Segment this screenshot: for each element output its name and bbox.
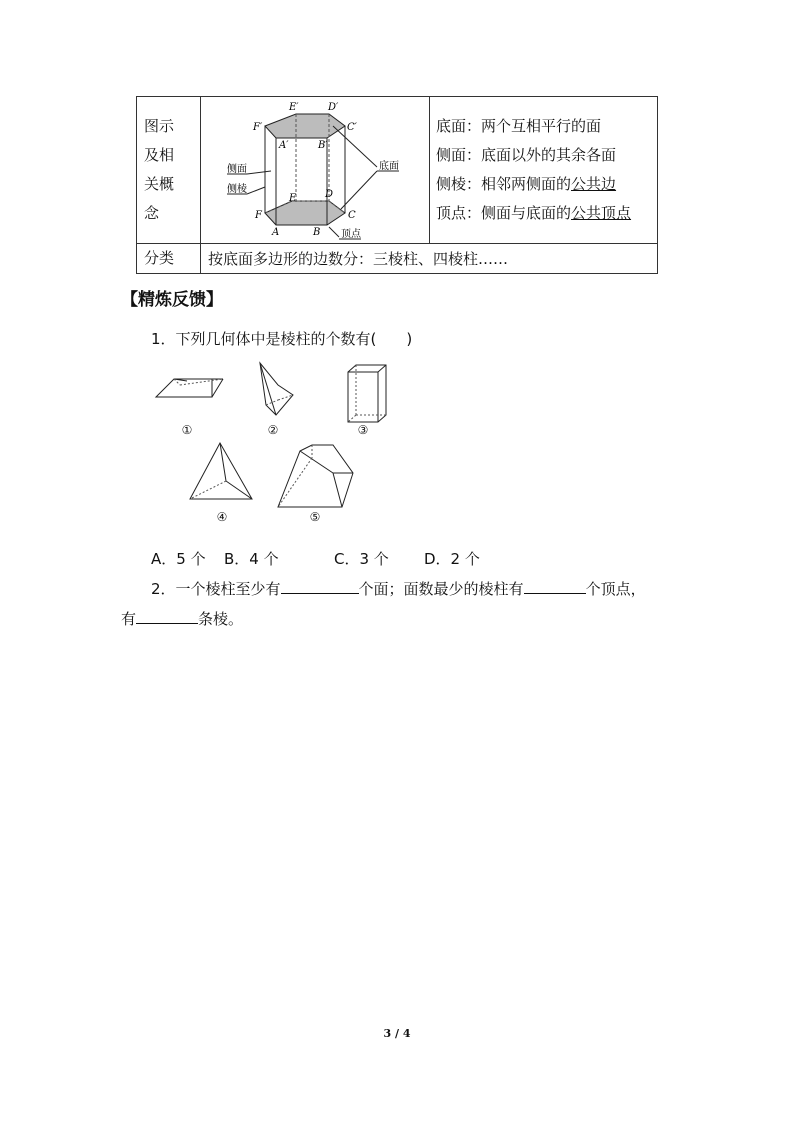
label-D: D <box>325 189 334 200</box>
definition-line: 底面：两个互相平行的面 <box>436 117 602 135</box>
figure-label-2: ② <box>267 423 279 437</box>
option-c: C．3 个 <box>334 550 389 568</box>
vertex-label: 顶点 <box>341 229 361 240</box>
figure-4-pyramid <box>190 443 252 499</box>
label-E: E <box>289 193 297 204</box>
answer-blank-edges[interactable] <box>136 608 198 624</box>
side-face-label: 侧面 <box>227 164 247 175</box>
page-number: 3 / 4 <box>383 1027 411 1040</box>
classification-text: 按底面多边形的边数分：三棱柱、四棱柱…… <box>201 244 658 274</box>
definition-line: 侧棱：相邻两侧面的公共边 <box>436 175 617 193</box>
figure-5-solid <box>278 445 353 507</box>
base-label: 底面 <box>379 161 399 172</box>
prism-diagram-cell <box>201 97 430 244</box>
label-B1: B′ <box>318 140 328 151</box>
question-2-line-2: 有 条棱。 <box>121 610 244 628</box>
definition-line: 顶点：侧面与底面的公共顶点 <box>436 204 632 222</box>
option-b: B．4 个 <box>224 550 279 568</box>
label-D1: D′ <box>328 102 339 113</box>
label-line: 图示 <box>144 117 175 135</box>
figure-1-triangular-prism <box>156 379 223 397</box>
label-A1: A′ <box>279 140 289 151</box>
row-label-classification: 分类 <box>137 244 201 274</box>
answer-blank-vertices[interactable] <box>524 578 586 594</box>
answer-blank-faces[interactable] <box>281 578 359 594</box>
label-F: F <box>255 210 262 221</box>
definitions-cell <box>430 97 658 244</box>
question-1-figures <box>140 355 420 530</box>
section-heading: 【精炼反馈】 <box>121 290 223 310</box>
label-F1: F′ <box>253 122 263 133</box>
label-B: B <box>313 227 321 238</box>
question-1-stem: 1．下列几何体中是棱柱的个数有( ) <box>151 330 413 348</box>
figure-3-cuboid <box>348 365 386 422</box>
label-line: 及相 <box>144 146 175 164</box>
lateral-edge-label: 侧棱 <box>227 184 247 195</box>
hexagonal-prism-diagram <box>201 97 429 243</box>
question-2-line-1: 2．一个棱柱至少有 个面；面数最少的棱柱有 个顶点， <box>151 580 646 598</box>
concept-table <box>136 96 658 274</box>
label-C: C <box>348 210 356 221</box>
label-line: 念 <box>144 204 160 222</box>
option-a: A．5 个 <box>151 550 206 568</box>
label-C1: C′ <box>347 122 357 133</box>
figure-label-4: ④ <box>216 510 228 524</box>
row-label-diagram <box>137 97 201 244</box>
figure-2-solid <box>260 363 293 415</box>
figure-label-5: ⑤ <box>309 510 321 524</box>
definition-line: 侧面：底面以外的其余各面 <box>436 146 617 164</box>
option-d: D．2 个 <box>424 550 480 568</box>
label-A: A <box>272 227 280 238</box>
label-line: 关概 <box>144 175 175 193</box>
figure-label-1: ① <box>181 423 193 437</box>
figure-label-3: ③ <box>357 423 369 437</box>
label-E1: E′ <box>289 102 299 113</box>
